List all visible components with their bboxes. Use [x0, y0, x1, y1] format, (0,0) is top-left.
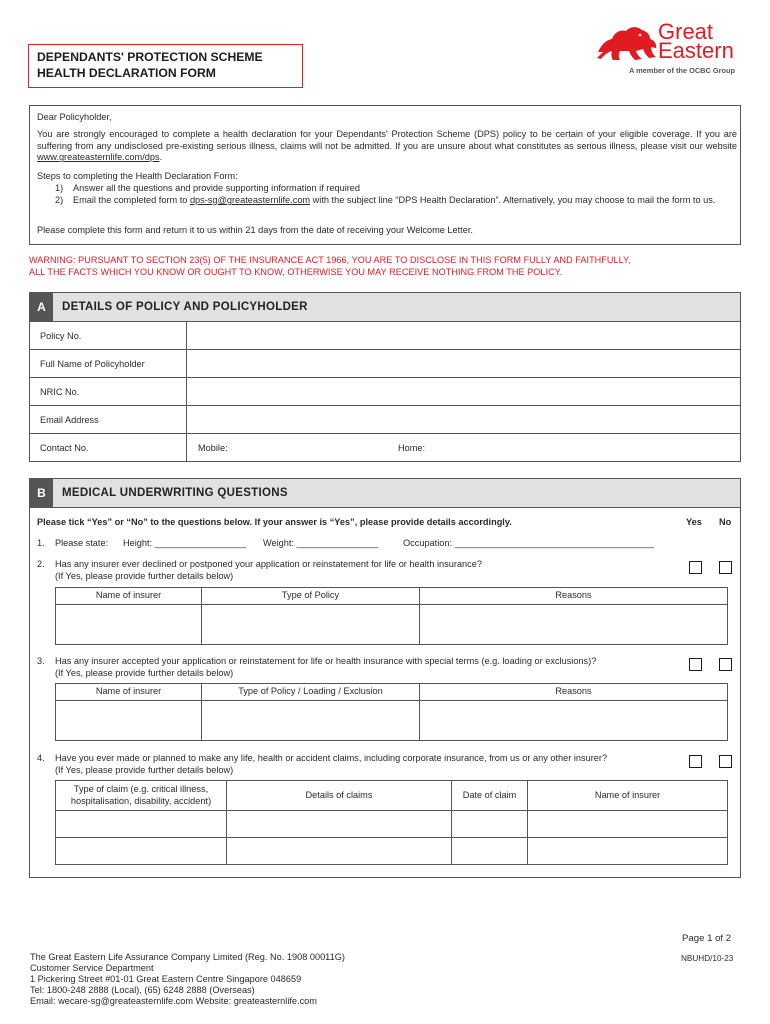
email-label: Email Address	[40, 415, 99, 425]
q4-subtext: (If Yes, please provide further details below)	[55, 765, 234, 775]
dps-email-link[interactable]: dps-sg@greateasternlife.com	[189, 195, 311, 205]
full-name-label: Full Name of Policyholder	[40, 359, 145, 369]
footer-contact[interactable]: Email: wecare-sg@greateasternlife.com Website: greateasternlife.com	[30, 996, 317, 1006]
height-field[interactable]: Height: __________________	[123, 538, 247, 548]
section-a	[29, 292, 741, 462]
section-a-title: DETAILS OF POLICY AND POLICYHOLDER	[62, 301, 308, 313]
form-title-line1: DEPENDANTS' PROTECTION SCHEME	[37, 50, 263, 64]
q3-details-table	[55, 683, 728, 741]
q3-yes-checkbox[interactable]	[689, 658, 702, 671]
q2-details-table	[55, 587, 728, 645]
q3-no-checkbox[interactable]	[719, 658, 732, 671]
footer-telephone: Tel: 1800-248 2888 (Local), (65) 6248 2888 (Overseas)	[30, 985, 255, 995]
section-a-header	[30, 293, 740, 322]
contact-row	[30, 434, 740, 462]
email-field[interactable]	[187, 406, 740, 433]
full-name-row	[30, 350, 740, 378]
nric-field[interactable]	[187, 378, 740, 405]
q2-number: 2.	[37, 559, 45, 569]
form-title-box	[28, 44, 303, 88]
greeting: Dear Policyholder,	[37, 112, 112, 122]
full-name-field[interactable]	[187, 350, 740, 377]
q3-col-insurer: Name of insurer	[56, 684, 202, 701]
q2-yes-checkbox[interactable]	[689, 561, 702, 574]
policy-no-row	[30, 322, 740, 350]
q3-number: 3.	[37, 656, 45, 666]
section-a-letter: A	[30, 293, 53, 321]
q4-text: Have you ever made or planned to make any life, health or accident claims, including corporate insurance, from us or any other insurer?	[55, 753, 608, 763]
q3-policy-loading-cell[interactable]	[202, 701, 420, 741]
q4-col-claim-type: Type of claim (e.g. critical illness, hospitalisation, disability, accident)	[56, 781, 227, 811]
footer-department: Customer Service Department	[30, 963, 154, 973]
lion-icon	[596, 22, 658, 62]
q2-no-checkbox[interactable]	[719, 561, 732, 574]
q2-insurer-cell[interactable]	[56, 605, 202, 645]
q3-col-policy-loading: Type of Policy / Loading / Exclusion	[202, 684, 420, 701]
form-code: NBUHD/10-23	[681, 954, 734, 963]
q2-subtext: (If Yes, please provide further details below)	[55, 571, 234, 581]
footer-address: 1 Pickering Street #01-01 Great Eastern Centre Singapore 048659	[30, 974, 302, 984]
mobile-label: Mobile:	[198, 443, 228, 453]
q4-no-checkbox[interactable]	[719, 755, 732, 768]
q2-policy-type-cell[interactable]	[202, 605, 420, 645]
section-b-letter: B	[30, 479, 53, 507]
q4-col-claim-details: Details of claims	[227, 781, 452, 811]
occupation-field[interactable]: Occupation: _______________________________________	[403, 538, 654, 548]
q2-text: Has any insurer ever declined or postponed your application or reinstatement for life or health insurance?	[55, 559, 482, 569]
q2-reasons-cell[interactable]	[420, 605, 728, 645]
closing-note: Please complete this form and return it to us within 21 days from the date of receiving your Welcome Letter.	[37, 225, 473, 235]
q4-yes-checkbox[interactable]	[689, 755, 702, 768]
section-b-instructions: Please tick “Yes” or “No” to the questions below. If your answer is “Yes”, please provide details accordingly.	[37, 517, 512, 527]
q4-col-insurer: Name of insurer	[528, 781, 728, 811]
q3-reasons-cell[interactable]	[420, 701, 728, 741]
q2-col-insurer: Name of insurer	[56, 588, 202, 605]
policy-no-label: Policy No.	[40, 331, 82, 341]
q4-claim-type-cell-1[interactable]	[56, 811, 227, 838]
contact-label: Contact No.	[40, 443, 89, 453]
logo-text-great: Great	[658, 19, 714, 44]
q4-claim-date-cell-1[interactable]	[452, 811, 528, 838]
intro-paragraph: You are strongly encouraged to complete a health declaration for your Dependants' Protection Scheme (DPS) policy to be certain of your eligible coverage. If you are suffering from any undisclosed pre-existing serious illness, claims will not be admitted. If you are unsure about what constitutes as serious illness, please visit our website www.greateasternlife.com/dps.	[37, 129, 737, 163]
nric-row	[30, 378, 740, 406]
q3-subtext: (If Yes, please provide further details below)	[55, 668, 234, 678]
q1-number: 1.	[37, 538, 45, 548]
warning-notice: WARNING: PURSUANT TO SECTION 23(5) OF THE INSURANCE ACT 1966, YOU ARE TO DISCLOSE IN THIS FORM FULLY AND FAITHFULLY, ALL THE FACTS WHICH YOU KNOW OR OUGHT TO KNOW, OTHERWISE YOU MAY RECEIVE NOTHING FROM THE POLICY.	[29, 255, 631, 277]
q2-col-policy-type: Type of Policy	[202, 588, 420, 605]
logo-text-eastern: Eastern	[658, 38, 734, 63]
q4-insurer-cell-2[interactable]	[528, 838, 728, 865]
section-b-title: MEDICAL UNDERWRITING QUESTIONS	[62, 487, 288, 499]
nric-label: NRIC No.	[40, 387, 80, 397]
form-title-line2: HEALTH DECLARATION FORM	[37, 65, 216, 80]
q3-col-reasons: Reasons	[420, 684, 728, 701]
policy-no-field[interactable]	[187, 322, 740, 349]
q3-text: Has any insurer accepted your application or reinstatement for life or health insurance with special terms (e.g. loading or exclusions)?	[55, 656, 597, 666]
q4-claim-type-cell-2[interactable]	[56, 838, 227, 865]
home-label: Home:	[398, 443, 426, 453]
yes-header: Yes	[686, 517, 702, 527]
q3-insurer-cell[interactable]	[56, 701, 202, 741]
section-b-header	[30, 479, 740, 508]
great-eastern-logo	[596, 18, 746, 80]
q4-number: 4.	[37, 753, 45, 763]
q4-claim-details-cell-2[interactable]	[227, 838, 452, 865]
q1-label: Please state:	[55, 538, 109, 548]
email-row	[30, 406, 740, 434]
no-header: No	[719, 517, 732, 527]
footer-company: The Great Eastern Life Assurance Company Limited (Reg. No. 1908 00011G)	[30, 952, 345, 962]
q4-details-table	[55, 780, 728, 865]
q4-col-claim-date: Date of claim	[452, 781, 528, 811]
logo-tagline: A member of the OCBC Group	[629, 66, 736, 75]
steps-title: Steps to completing the Health Declaration Form:	[37, 171, 238, 181]
page-number: Page 1 of 2	[682, 933, 732, 944]
weight-field[interactable]: Weight: ________________	[263, 538, 379, 548]
q4-claim-details-cell-1[interactable]	[227, 811, 452, 838]
q2-col-reasons: Reasons	[420, 588, 728, 605]
q4-claim-date-cell-2[interactable]	[452, 838, 528, 865]
q4-insurer-cell-1[interactable]	[528, 811, 728, 838]
dps-website-link[interactable]: www.greateasternlife.com/dps	[37, 152, 160, 163]
